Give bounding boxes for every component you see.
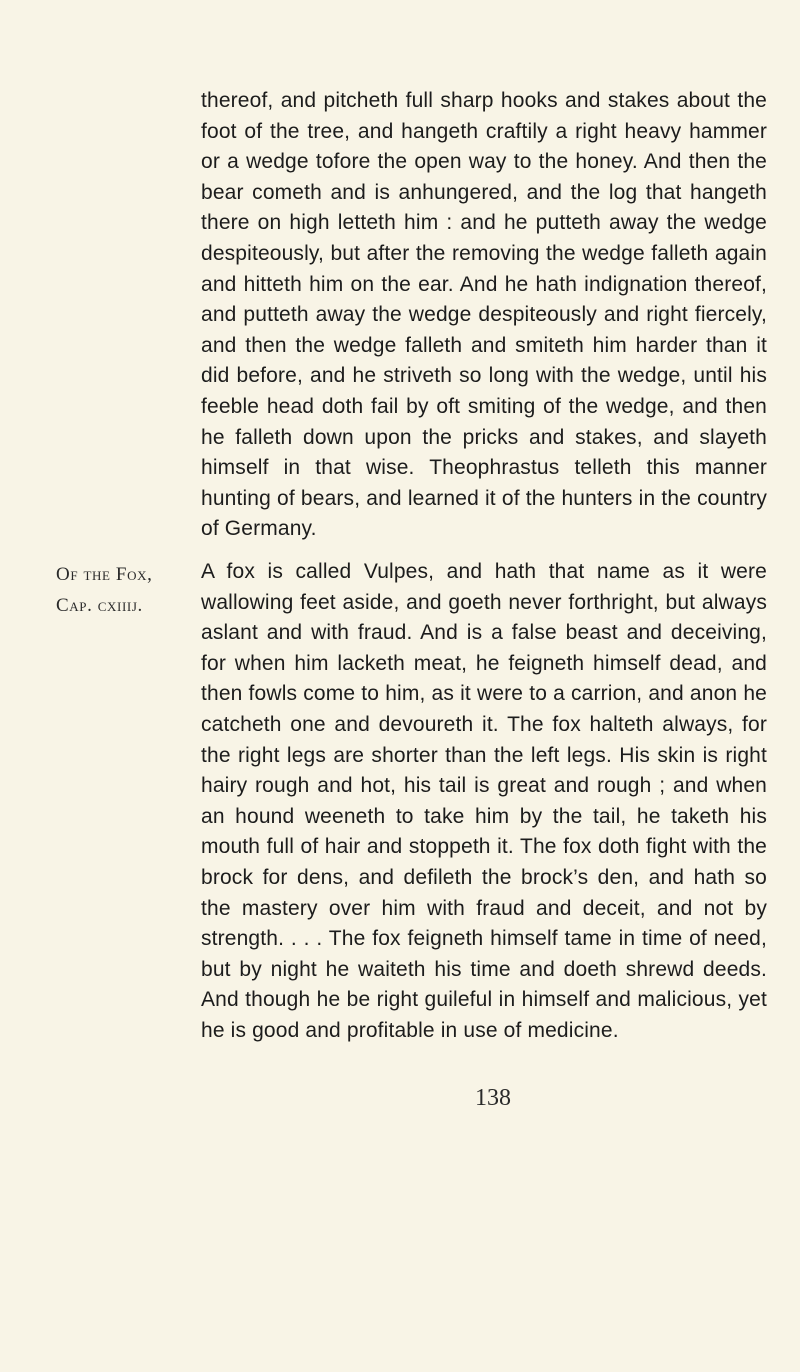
chapter-sidenote	[56, 560, 196, 621]
paragraph-bear-hunting: thereof, and pitcheth full sharp hooks and stakes about the foot of the tree, and hangeth craftily a right heavy hammer or a wedge tofore the open way to the honey. And then the bear cometh and is anhungered, and the log that hangeth there on high letteth him : and he putteth away the wedge despiteously, but after the removing the wedge falleth again and hitteth him on the ear. And he hath indignation thereof, and putteth away the wedge despiteously and right fiercely, and then the wedge falleth and smiteth him harder than it did before, and he striveth so long with the wedge, until his feeble head doth fail by oft smiting of the wedge, and then he falleth down upon the pricks and stakes, and slayeth himself in that wise. Theophrastus telleth this manner hunting of bears, and learned it of the hunters in the country of Germany.	[201, 89, 767, 541]
page-number: 138	[475, 1085, 511, 1111]
paragraph-fox: A fox is called Vulpes, and hath that name as it were wallowing feet aside, and goeth never forthright, but always aslant and with fraud. And is a false beast and deceiving, for when him lacketh meat, he feigneth himself dead, and then fowls come to him, as it were to a carrion, and anon he catcheth one and devoureth it. The fox halteth always, for the right legs are shorter than the left legs. His skin is right hairy rough and hot, his tail is great and rough ; and when an hound weeneth to take him by the tail, he taketh his mouth full of hair and stoppeth it. The fox doth fight with the brock for dens, and defileth the brock’s den, and hath so the mastery over him with fraud and deceit, and not by strength. . . . The fox feigneth himself tame in time of need, but by night he waiteth his time and doeth shrewd deeds. And though he be right guileful in himself and malicious, yet he is good and profitable in use of medicine.	[201, 560, 767, 1042]
sidenote-title: Of the Fox,	[56, 564, 153, 585]
sidenote-chapter: Cap. cxiiij.	[56, 594, 143, 616]
